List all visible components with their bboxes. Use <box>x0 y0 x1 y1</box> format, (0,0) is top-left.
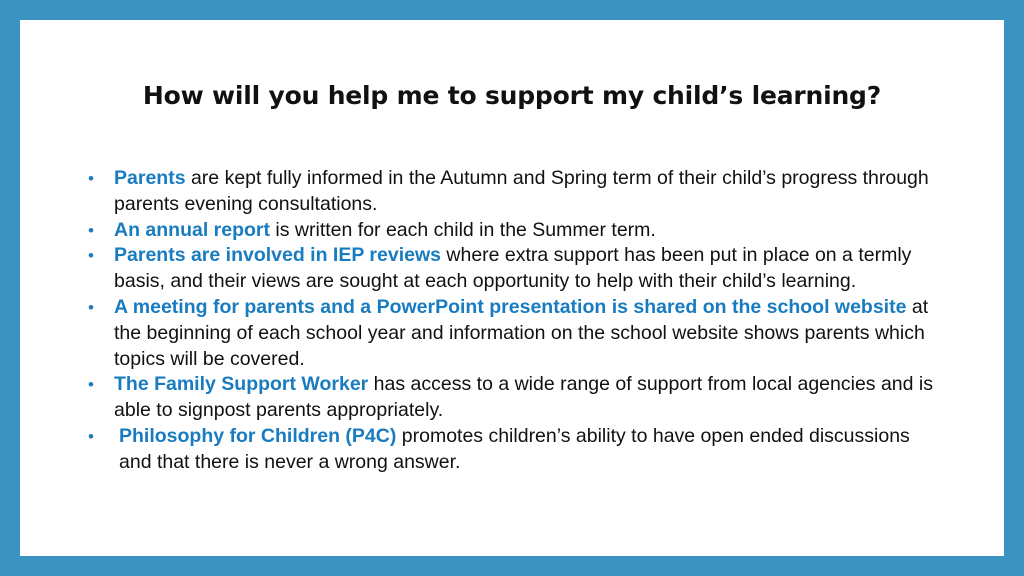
bullet-list <box>88 166 938 476</box>
bullet-text: where extra support has been put in place on a termly basis, and their views are sought at each opportunity to help with their child’s learning. <box>114 244 912 293</box>
slide-title: How will you help me to support my child’s learning? <box>142 80 882 110</box>
bullet-text: has access to a wide range of support from local agencies and is able to signpost parents appropriately. <box>114 373 933 422</box>
bullet-highlight: The Family Support Worker <box>114 373 369 396</box>
bullet-item-annual-report <box>88 218 938 244</box>
bullet-icon: • <box>88 169 94 188</box>
bullet-highlight: A meeting for parents and a PowerPoint presentation is shared on the school website <box>114 295 907 318</box>
bullet-icon: • <box>88 426 94 446</box>
bullet-highlight: Parents are involved in IEP reviews <box>114 244 441 267</box>
bullet-highlight: Philosophy for Children (P4C) <box>119 424 397 447</box>
bullet-text: at the beginning of each school year and information on the school website shows parents which topics will be covered. <box>114 295 929 370</box>
bullet-text: is written for each child in the Summer term. <box>270 218 656 241</box>
bullet-text: are kept fully informed in the Autumn and Spring term of their child’s progress through parents evening consultations. <box>114 167 929 215</box>
bullet-text: promotes children’s ability to have open ended discussions and that there is never a wrong answer. <box>119 424 910 473</box>
bullet-item-family-support-worker <box>88 372 938 424</box>
bullet-icon: • <box>88 297 94 317</box>
bullet-icon: • <box>88 246 94 266</box>
bullet-item-meeting-presentation <box>88 295 938 372</box>
bullet-icon: • <box>88 375 94 395</box>
bullet-item-iep-reviews <box>88 243 938 295</box>
bullet-icon: • <box>88 220 94 240</box>
bullet-highlight: Parents <box>114 167 186 189</box>
bullet-item-p4c <box>88 424 938 476</box>
bullet-item-parents <box>88 166 938 218</box>
bullet-highlight: An annual report <box>114 218 271 241</box>
